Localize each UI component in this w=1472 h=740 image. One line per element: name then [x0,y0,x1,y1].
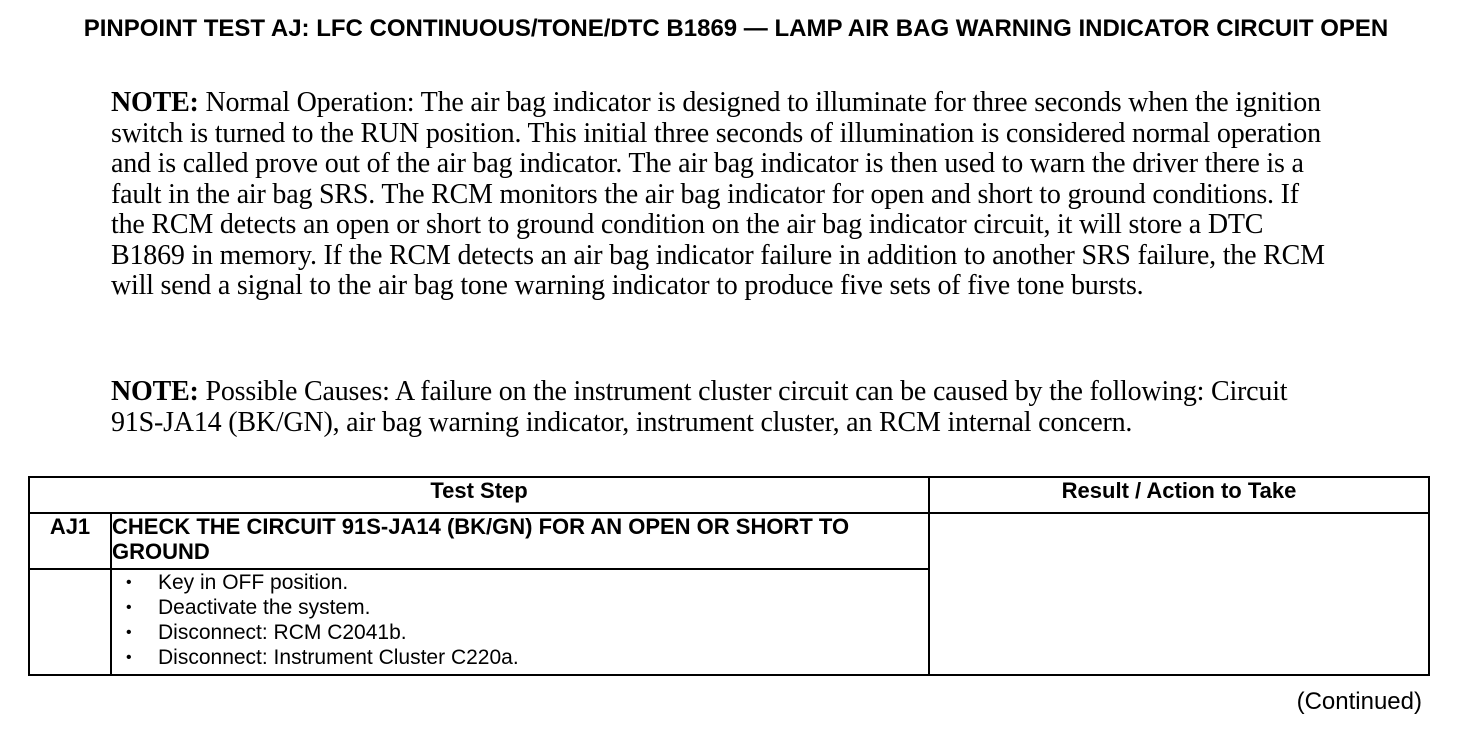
instruction-list [112,570,928,670]
continued-label: (Continued) [1296,688,1422,715]
page-title: PINPOINT TEST AJ: LFC CONTINUOUS/TONE/DTC B1869 — LAMP AIR BAG WARNING INDICATOR CIRCUIT OPEN [83,15,1389,42]
note-possible-causes [111,377,1331,438]
test-step-table [28,476,1430,676]
note-normal-operation [111,88,1331,302]
note-text: Normal Operation: The air bag indicator is designed to illuminate for three seconds when the ignition switch is turned to the RUN position. This initial three seconds of illumination is considered normal operation and is called prove out of the air bag indicator. The air bag indicator is then used to warn the driver there is a fault in the air bag SRS. The RCM monitors the air bag indicator for open and short to ground conditions. If the RCM detects an open or short to ground condition on the air bag indicator circuit, it will store a DTC B1869 in memory. If the RCM detects an air bag indicator failure in addition to another SRS failure, the RCM will send a signal to the air bag tone warning indicator to produce five sets of five tone bursts. [111,87,1325,301]
header-test-step: Test Step [29,477,929,513]
list-item: • Deactivate the system. [126,595,928,620]
list-item: • Disconnect: RCM C2041b. [126,620,928,645]
note-label: NOTE: [111,87,199,118]
header-result-action: Result / Action to Take [929,477,1429,513]
list-item: • Key in OFF position. [126,570,928,595]
table-row [29,513,1429,569]
table-header-row [29,477,1429,513]
note-label: NOTE: [111,376,199,407]
result-action-cell [929,513,1429,675]
list-item: • Disconnect: Instrument Cluster C220a. [126,645,928,670]
step-title: CHECK THE CIRCUIT 91S-JA14 (BK/GN) FOR AN OPEN OR SHORT TO GROUND [111,513,929,569]
step-id: AJ1 [29,513,111,569]
step-id-empty-cell [29,569,111,675]
step-instructions [111,569,929,675]
note-text: Possible Causes: A failure on the instrument cluster circuit can be caused by the following: Circuit 91S-JA14 (BK/GN), air bag warning indicator, instrument cluster, an RCM internal concern. [111,376,1288,438]
